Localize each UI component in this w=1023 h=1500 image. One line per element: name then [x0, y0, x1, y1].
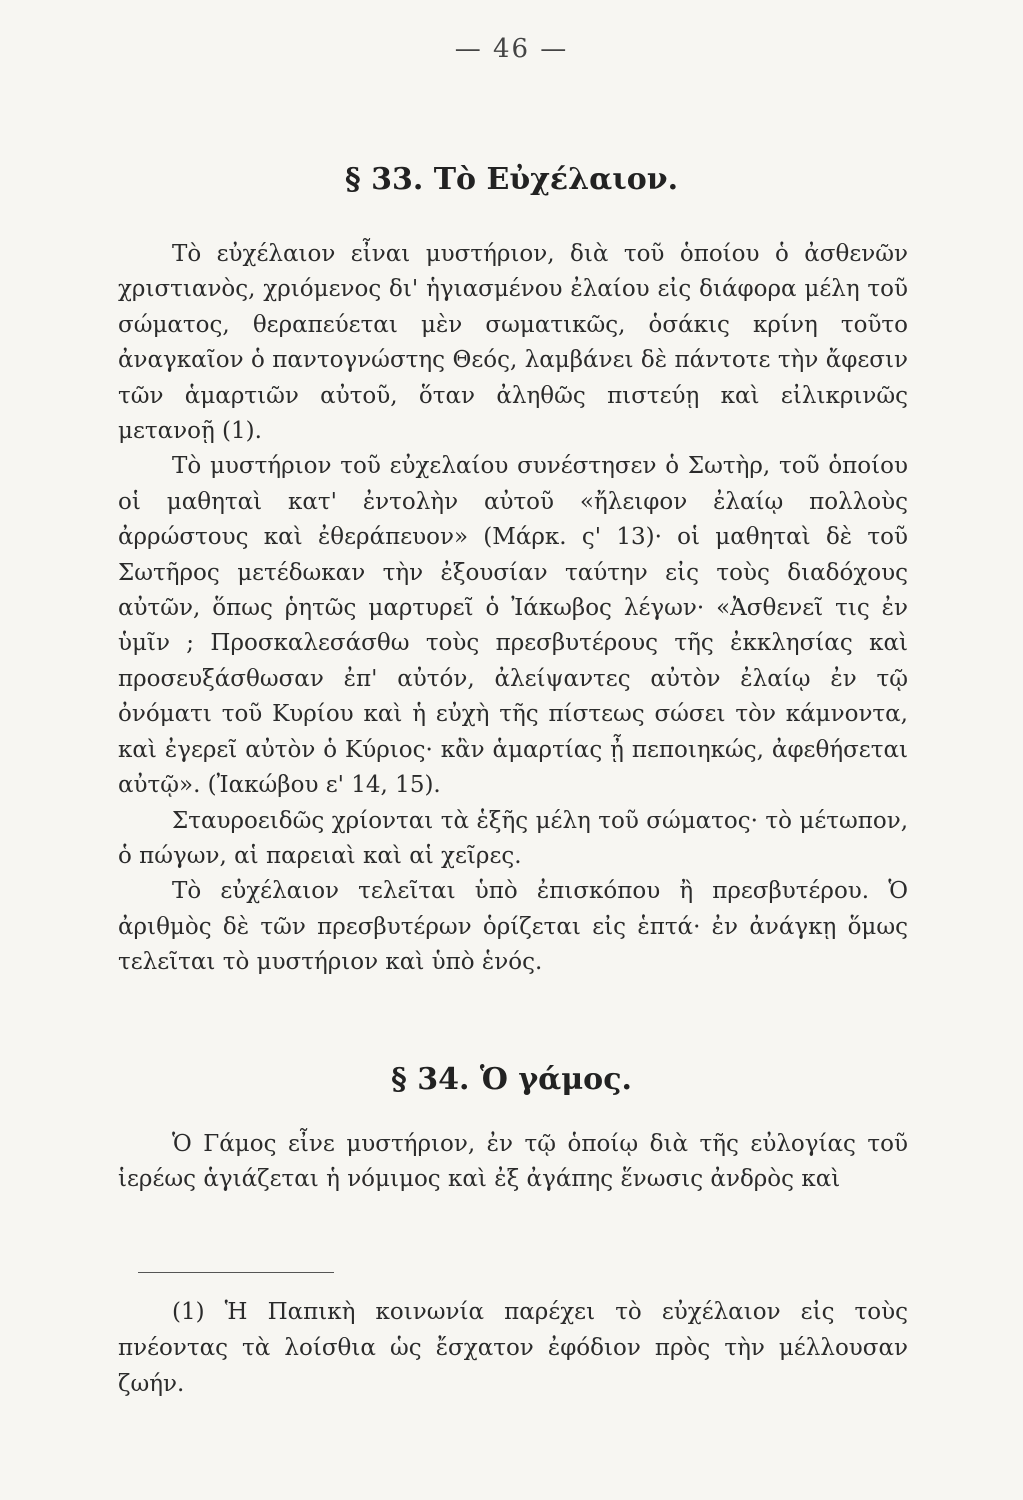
section-33-heading: § 33. Τὸ Εὐχέλαιον.: [344, 162, 679, 197]
section-34-body: [118, 1127, 908, 1198]
footnote-text: (1) Ἡ Παπικὴ κοινωνία παρέχει τὸ εὐχέλαιον εἰς τοὺς πνέοντας τὰ λοίσθια ὡς ἔσχατον ἐφόδιον πρὸς τὴν μέλλουσαν ζωήν.: [118, 1299, 908, 1397]
footnote: [118, 1294, 908, 1402]
section-33-body: [118, 237, 908, 981]
paragraph: Τὸ μυστήριον τοῦ εὐχελαίου συνέστησεν ὁ Σωτὴρ, τοῦ ὁποίου οἱ μαθηταὶ κατ' ἐντολὴν αὐτοῦ «ἤλειφον ἐλαίῳ πολλοὺς ἀρρώστους καὶ ἐθεράπευον» (Μάρκ. ς' 13)· οἱ μαθηταὶ δὲ τοῦ Σωτῆρος μετέδωκαν τὴν ἐξουσίαν ταύτην εἰς τοὺς διαδόχους αὐτῶν, ὅπως ῥητῶς μαρτυρεῖ ὁ Ἰάκωβος λέγων· «Ἀσθενεῖ τις ἐν ὑμῖν ; Προσκαλεσάσθω τοὺς πρεσβυτέρους τῆς ἐκκλησίας καὶ προσευξάσθωσαν ἐπ' αὐτόν, ἀλείψαντες αὐτὸν ἐλαίῳ ἐν τῷ ὀνόματι τοῦ Κυρίου καὶ ἡ εὐχὴ τῆς πίστεως σώσει τὸν κάμνοντα, καὶ ἐγερεῖ αὐτὸν ὁ Κύριος· κἂν ἁμαρτίας ᾖ πεποιηκώς, ἀφεθήσεται αὐτῷ». (Ἰακώβου ε' 14, 15).: [118, 453, 908, 799]
paragraph: Ὁ Γάμος εἶνε μυστήριον, ἐν τῷ ὁποίῳ διὰ τῆς εὐλογίας τοῦ ἱερέως ἁγιάζεται ἡ νόμιμος καὶ ἐξ ἀγάπης ἕνωσις ἀνδρὸς καὶ: [118, 1131, 908, 1193]
paragraph: Τὸ εὐχέλαιον εἶναι μυστήριον, διὰ τοῦ ὁποίου ὁ ἀσθενῶν χριστιανὸς, χριόμενος δι' ἡγιασμένου ἐλαίου εἰς διάφορα μέλη τοῦ σώματος, θεραπεύεται μὲν σωματικῶς, ὁσάκις κρίνη τοῦτο ἀναγκαῖον ὁ παντογνώστης Θεός, λαμβάνει δὲ πάντοτε τὴν ἄφεσιν τῶν ἁμαρτιῶν αὐτοῦ, ὅταν ἀληθῶς πιστεύῃ καὶ εἰλικρινῶς μετανοῇ (1).: [118, 241, 908, 445]
paragraph: Τὸ εὐχέλαιον τελεῖται ὑπὸ ἐπισκόπου ἢ πρεσβυτέρου. Ὁ ἀριθμὸς δὲ τῶν πρεσβυτέρων ὁρίζεται εἰς ἑπτά· ἐν ἀνάγκῃ ὅμως τελεῖται τὸ μυστήριον καὶ ὑπὸ ἑνός.: [118, 878, 908, 976]
footnote-divider: [138, 1272, 334, 1273]
page-number: — 46 —: [454, 34, 569, 64]
paragraph: Σταυροειδῶς χρίονται τὰ ἑξῆς μέλη τοῦ σώματος· τὸ μέτωπον, ὁ πώγων, αἱ παρειαὶ καὶ αἱ χεῖρες.: [118, 807, 908, 869]
section-34-heading: § 34. Ὁ γάμος.: [391, 1062, 632, 1097]
